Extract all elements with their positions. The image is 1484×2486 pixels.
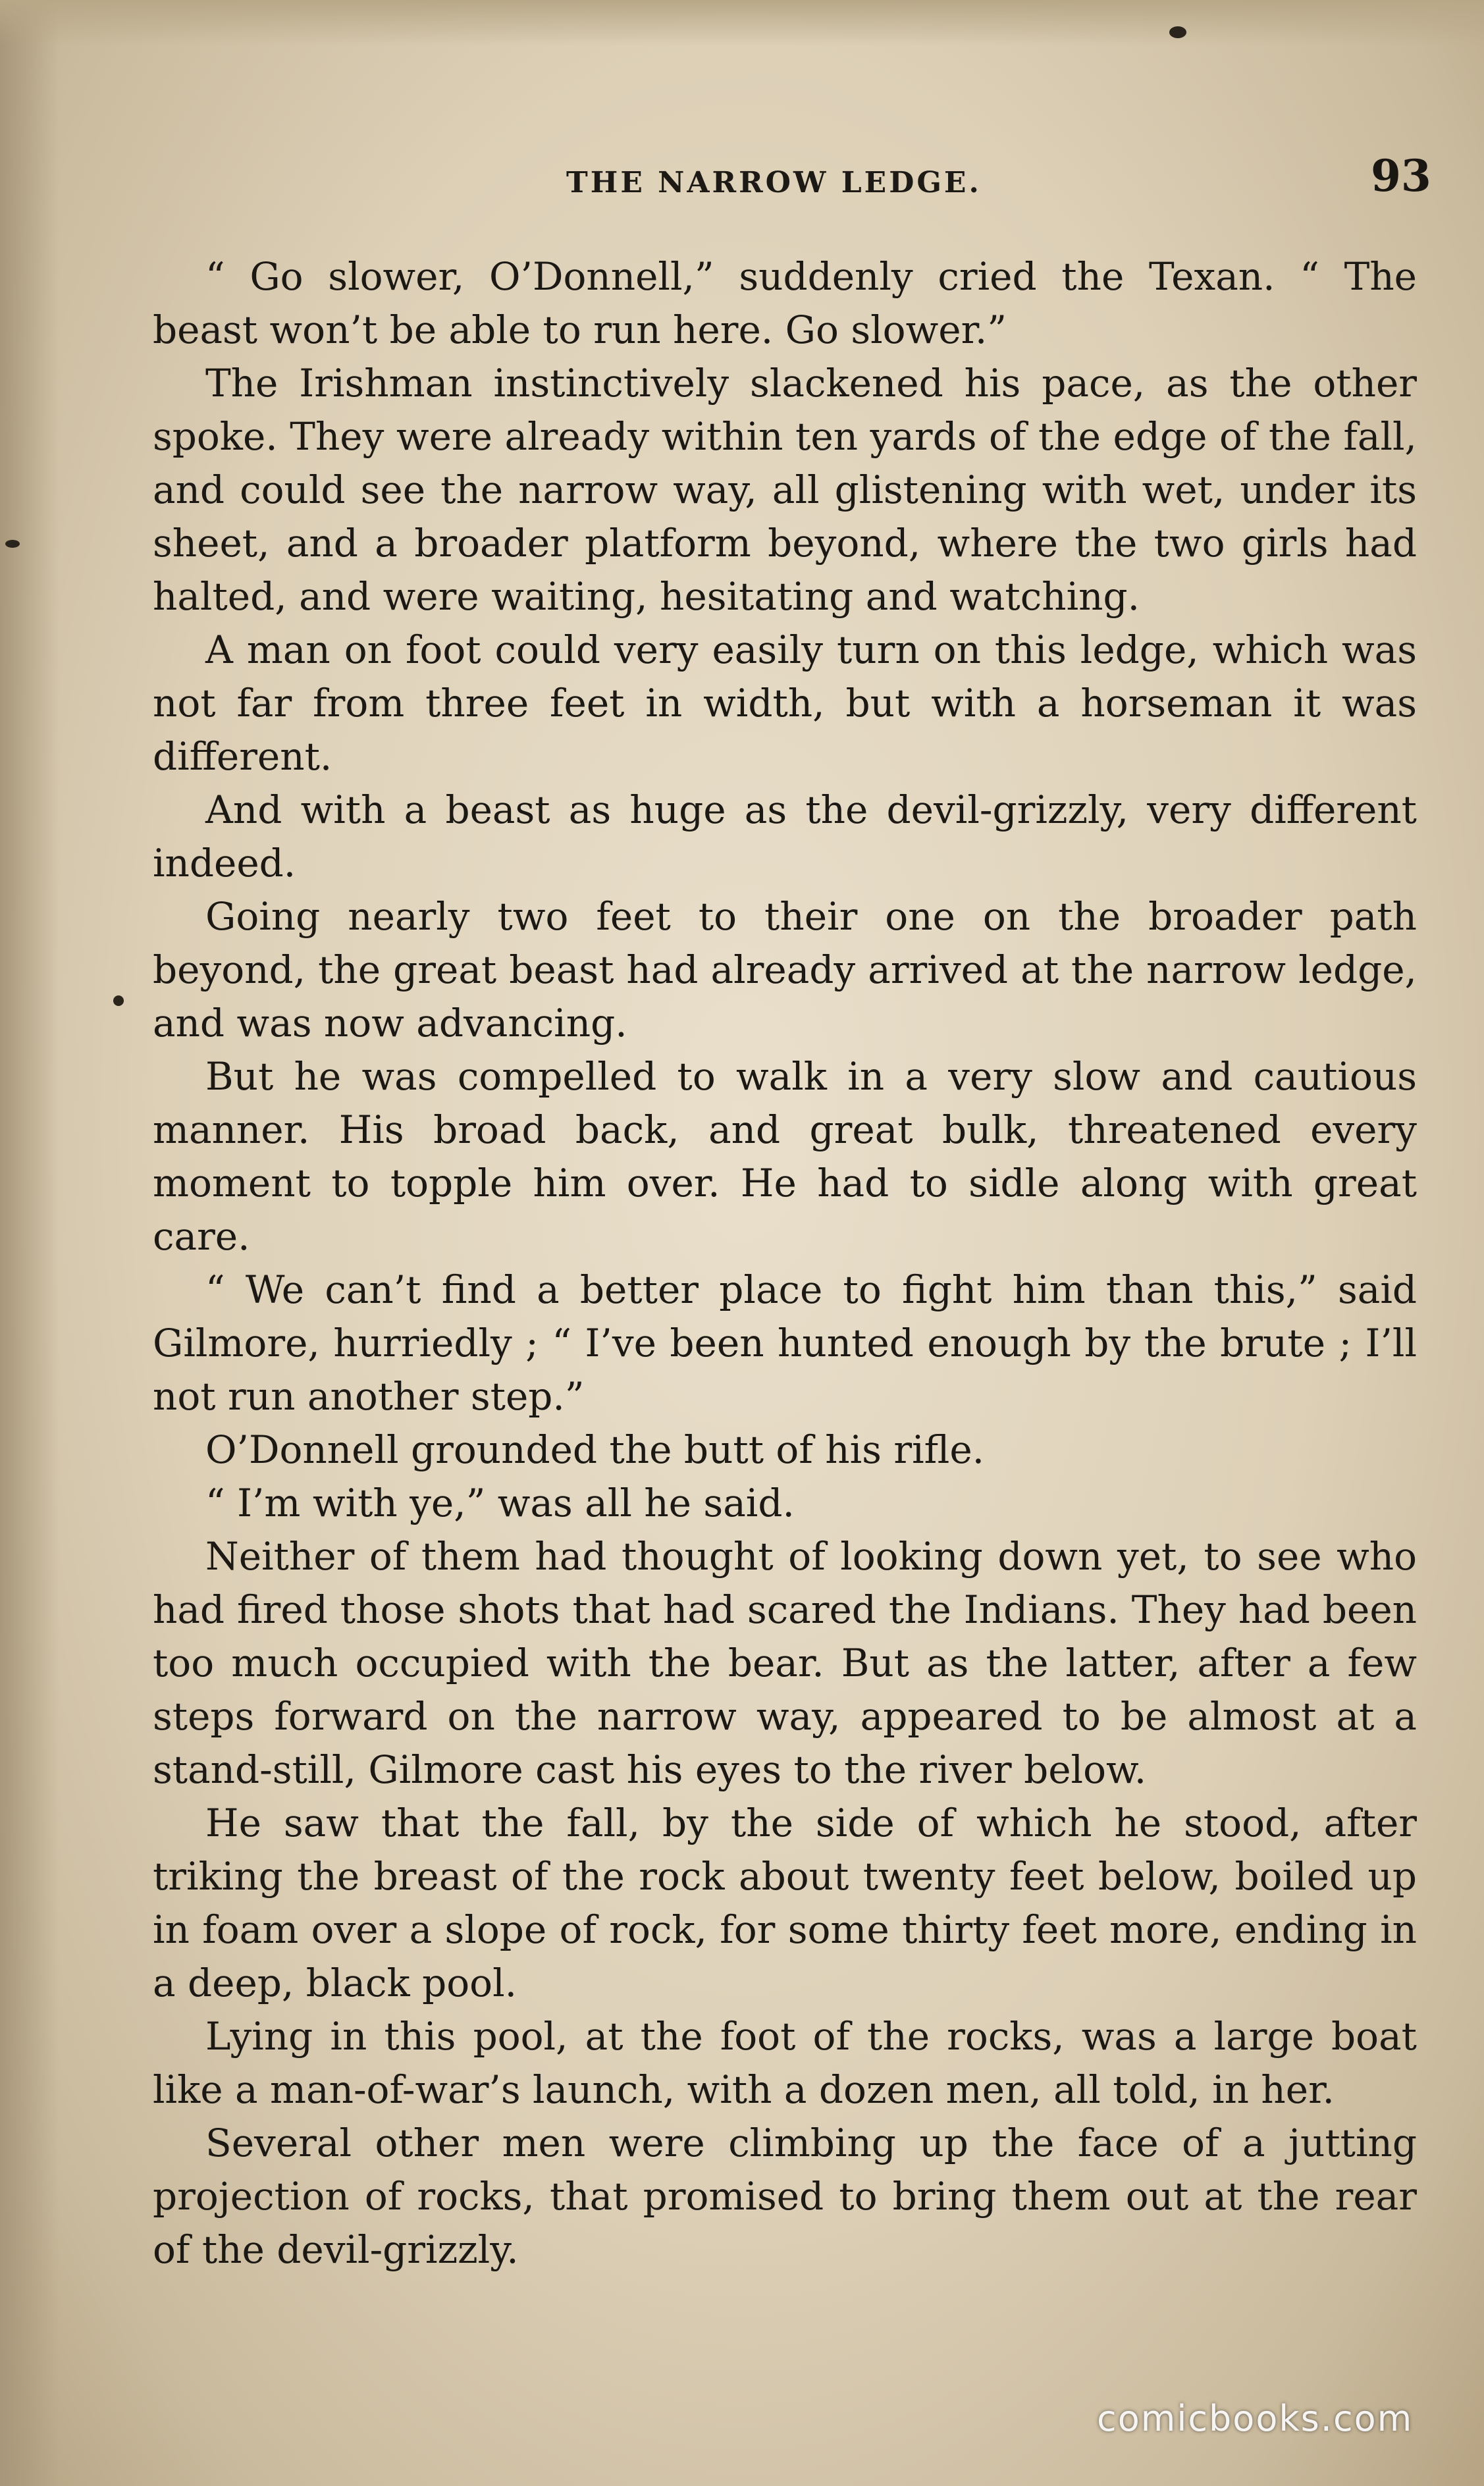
page-number: 93: [1371, 150, 1431, 201]
paragraph: He saw that the fall, by the side of which he stood, after triking the breast of the rock about twenty feet below, boiled up in foam over a slope of rock, for some thirty feet more, ending in a deep, black pool.: [153, 1801, 1417, 2005]
paragraph: Neither of them had thought of looking down yet, to see who had fired those shots that had scared the Indians. They had been too much occupied with the bear. But as the latter, after a few steps forward on the narrow way, appeared to be almost at a stand-still, Gilmore cast his eyes to the river below.: [153, 1534, 1417, 1792]
ink-speck: [1169, 26, 1186, 38]
ink-speck: [113, 995, 124, 1006]
paragraph: But he was compelled to walk in a very slow and cautious manner. His broad back, and great bulk, threatened every moment to topple him over. He had to sidle along with great care.: [153, 1054, 1417, 1259]
paragraph: “ I’m with ye,” was all he said.: [205, 1481, 795, 1525]
paragraph: A man on foot could very easily turn on this ledge, which was not far from three feet in width, but with a horseman it was different.: [153, 627, 1417, 779]
running-title: THE NARROW LEDGE.: [566, 166, 982, 199]
paragraph: And with a beast as huge as the devil-grizzly, very different indeed.: [153, 787, 1417, 886]
ink-speck: [5, 540, 20, 548]
paragraph: The Irishman instinctively slackened his pace, as the other spoke. They were already within ten yards of the edge of the fall, and could see the narrow way, all glistening with wet, under its sheet, and a broader platform beyond, where the two girls had halted, and were waiting, hesitating and watching.: [153, 361, 1417, 619]
paragraph: “ Go slower, O’Donnell,” suddenly cried the Texan. “ The beast won’t be able to run here. Go slower.”: [153, 254, 1417, 352]
paragraph: Lying in this pool, at the foot of the rocks, was a large boat like a man-of-war’s launch, with a dozen men, all told, in her.: [153, 2014, 1417, 2112]
watermark-text: comicbooks.com: [1097, 2398, 1414, 2439]
paragraph: Several other men were climbing up the face of a jutting projection of rocks, that promised to bring them out at the rear of the devil-grizzly.: [153, 2121, 1417, 2272]
body-text: [153, 250, 1417, 2277]
paragraph: “ We can’t find a better place to fight him than this,” said Gilmore, hurriedly ; “ I’ve been hunted enough by the brute ; I’ll not run another step.”: [153, 1267, 1417, 1419]
page-edge-shadow-left: [0, 0, 59, 2486]
paragraph: Going nearly two feet to their one on the broader path beyond, the great beast had already arrived at the narrow ledge, and was now advancing.: [153, 894, 1417, 1045]
paragraph: O’Donnell grounded the butt of his rifle.: [205, 1427, 985, 1472]
page-edge-shadow-top: [0, 0, 1484, 46]
